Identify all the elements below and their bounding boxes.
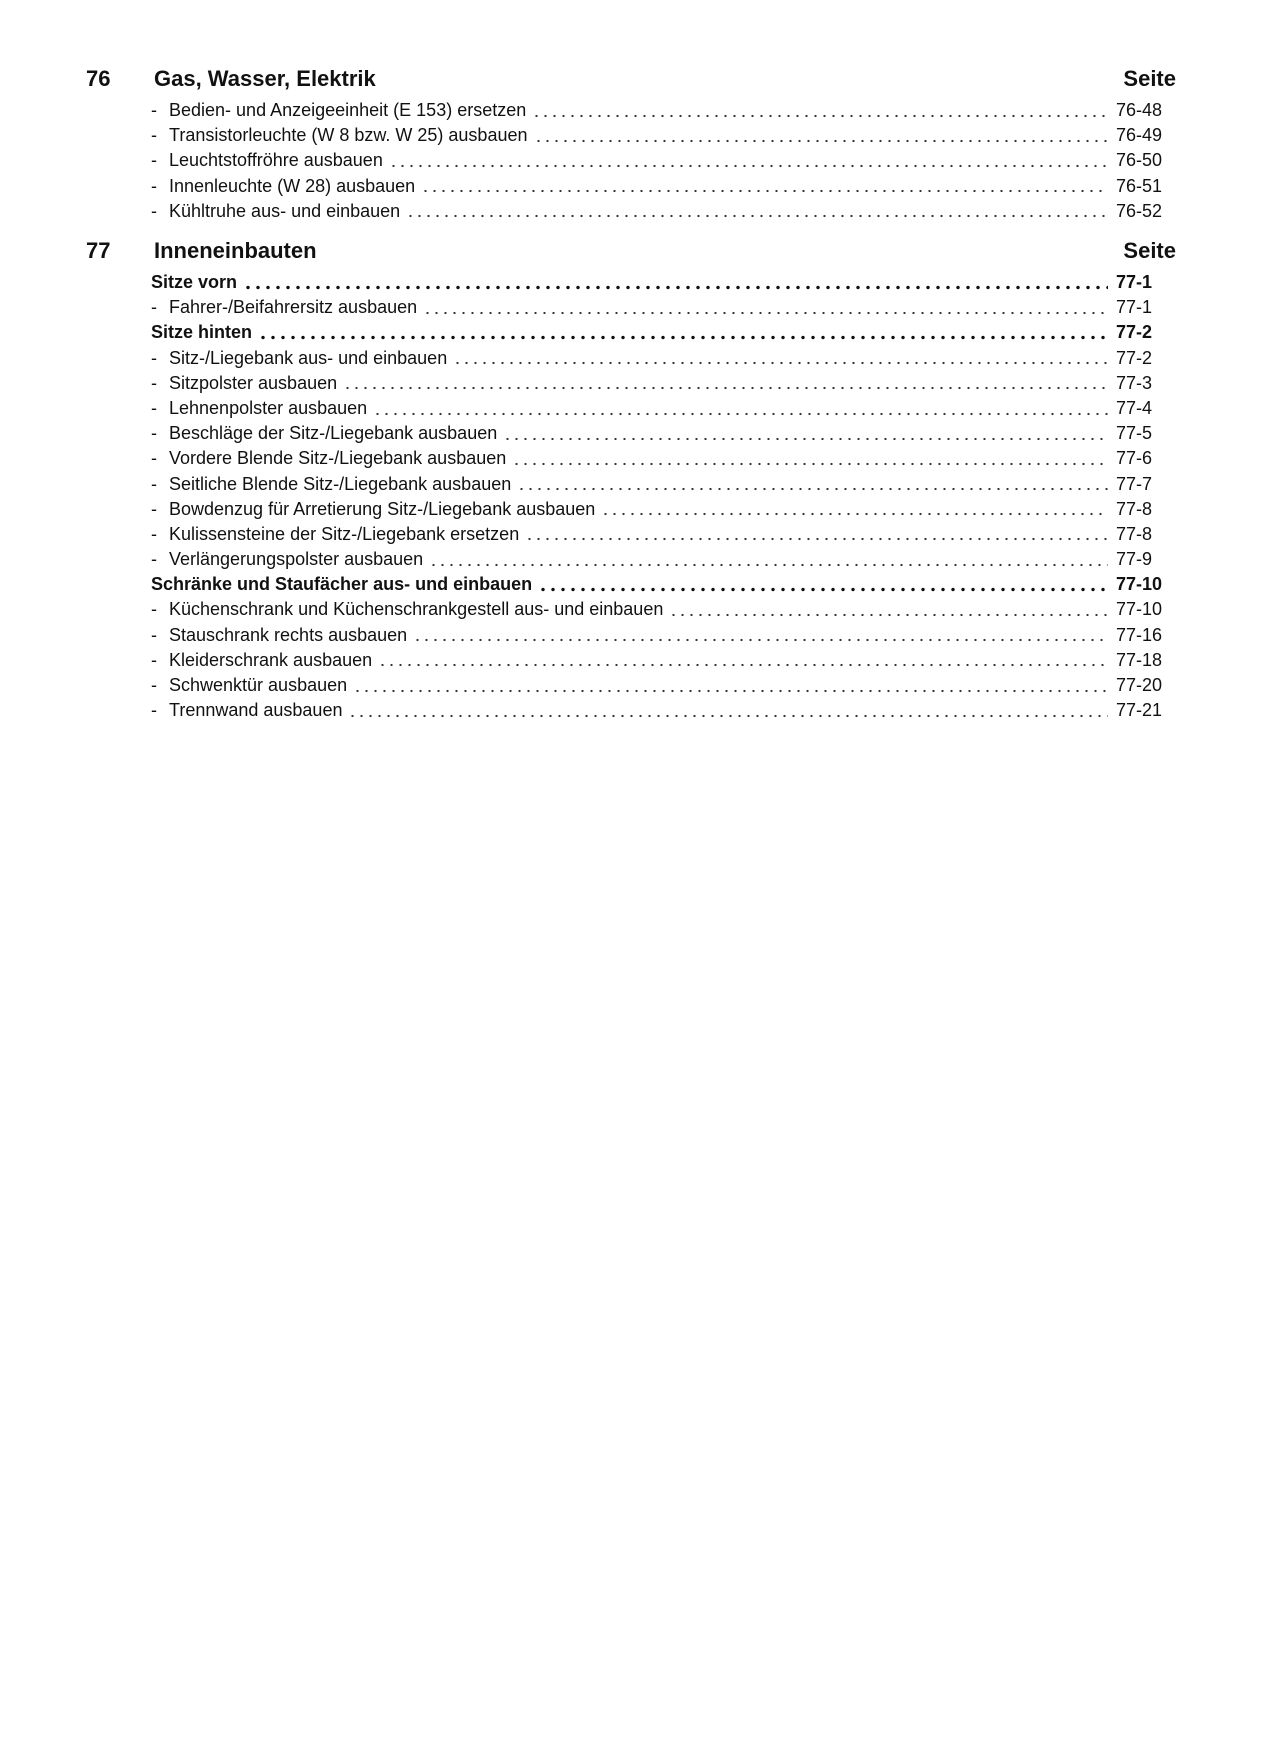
entry-dash: - (151, 523, 157, 544)
toc-entry[interactable] (151, 421, 1176, 446)
entry-page: 77-4 (1116, 397, 1153, 418)
entry-page: 77-10 (1116, 599, 1163, 620)
toc-entry[interactable] (151, 497, 1176, 522)
dot-leader (512, 450, 1108, 468)
entry-label: Innenleuchte (W 28) ausbauen (169, 175, 416, 196)
entry-page: 77-6 (1116, 448, 1153, 469)
toc-entry[interactable] (151, 472, 1176, 497)
dot-leader (517, 475, 1108, 493)
entry-label: Seitliche Blende Sitz-/Liegebank ausbauen (169, 473, 512, 494)
entry-dash: - (151, 423, 157, 444)
entry-dash: - (151, 297, 157, 318)
entry-label: Kühltruhe aus- und einbauen (169, 200, 401, 221)
dot-leader (421, 177, 1108, 195)
entry-label: Küchenschrank und Küchenschrankgestell aus- und einbauen (169, 599, 664, 620)
toc-entry[interactable] (151, 396, 1176, 421)
entry-label: Schränke und Staufächer aus- und einbauen (151, 574, 533, 595)
dot-leader (669, 601, 1108, 619)
dot-leader (343, 374, 1108, 392)
dot-leader (525, 525, 1108, 543)
entry-page: 77-2 (1116, 347, 1153, 368)
entry-dash: - (151, 700, 157, 721)
entry-page: 76-52 (1116, 200, 1163, 221)
section-number: 76 (86, 66, 111, 91)
dot-leader (373, 400, 1108, 418)
section-header (86, 66, 1176, 98)
entry-page: 77-8 (1116, 498, 1153, 519)
entry-page: 77-21 (1116, 700, 1163, 721)
entry-label: Sitz-/Liegebank aus- und einbauen (169, 347, 448, 368)
dot-leader (243, 274, 1108, 292)
toc-entry[interactable] (151, 698, 1176, 723)
entry-page: 77-1 (1116, 272, 1153, 292)
page-column-header: Seite (1123, 238, 1176, 263)
dot-leader (348, 702, 1108, 720)
section-title: Inneneinbauten (154, 238, 317, 263)
entry-label: Sitze hinten (151, 322, 253, 343)
entry-dash: - (151, 175, 157, 196)
toc-entry[interactable] (151, 648, 1176, 673)
entry-dash: - (151, 125, 157, 146)
entry-dash: - (151, 448, 157, 469)
toc-entry[interactable] (151, 597, 1176, 622)
toc-group-heading[interactable] (151, 320, 1176, 345)
toc-entry[interactable] (151, 673, 1176, 698)
toc-entry[interactable] (151, 446, 1176, 471)
dot-leader (534, 127, 1109, 145)
entry-label: Transistorleuchte (W 8 bzw. W 25) ausbauen (169, 125, 528, 146)
entry-page: 77-5 (1116, 423, 1153, 444)
entry-page: 77-10 (1116, 574, 1163, 595)
toc-group-heading[interactable] (151, 572, 1176, 597)
entry-page: 77-9 (1116, 549, 1153, 570)
entry-dash: - (151, 549, 157, 570)
dot-leader (258, 324, 1108, 342)
entry-label: Verlängerungspolster ausbauen (169, 549, 424, 570)
entry-page: 77-7 (1116, 473, 1153, 494)
entry-page: 77-2 (1116, 322, 1153, 343)
entry-label: Beschläge der Sitz-/Liegebank ausbauen (169, 423, 498, 444)
toc-entry[interactable] (151, 123, 1176, 148)
entry-label: Trennwand ausbauen (169, 700, 343, 721)
dot-leader (453, 349, 1108, 367)
toc-entry[interactable] (151, 98, 1176, 123)
entry-page: 77-20 (1116, 675, 1163, 695)
entry-dash: - (151, 200, 157, 221)
entry-dash: - (151, 473, 157, 494)
section-number: 77 (86, 238, 111, 263)
entry-dash: - (151, 649, 157, 670)
entry-dash: - (151, 397, 157, 418)
dot-leader (503, 425, 1108, 443)
dot-leader (389, 152, 1108, 170)
entry-dash: - (151, 498, 157, 519)
entry-label: Kulissensteine der Sitz-/Liegebank ersetzen (169, 523, 520, 544)
entry-page: 76-51 (1116, 175, 1163, 196)
page-column-header: Seite (1123, 66, 1176, 91)
toc-entry[interactable] (151, 174, 1176, 199)
entry-dash: - (151, 675, 157, 695)
toc-group-heading[interactable] (151, 270, 1176, 295)
dot-leader (538, 576, 1108, 594)
toc-entry[interactable] (151, 623, 1176, 648)
entry-dash: - (151, 372, 157, 393)
toc-entry[interactable] (151, 346, 1176, 371)
entry-page: 77-3 (1116, 372, 1153, 393)
entry-label: Schwenktür ausbauen (169, 675, 348, 695)
dot-leader (601, 500, 1108, 518)
entry-page: 76-49 (1116, 125, 1163, 146)
dot-leader (532, 102, 1108, 120)
entry-label: Sitze vorn (151, 272, 238, 292)
entry-label: Leuchtstoffröhre ausbauen (169, 150, 383, 171)
section-header (86, 238, 1176, 270)
dot-leader (413, 626, 1108, 644)
section-title: Gas, Wasser, Elektrik (154, 66, 376, 91)
entry-dash: - (151, 347, 157, 368)
entry-label: Vordere Blende Sitz-/Liegebank ausbauen (169, 448, 507, 469)
entry-page: 77-18 (1116, 649, 1163, 670)
dot-leader (378, 651, 1108, 669)
entry-page: 76-48 (1116, 100, 1163, 120)
dot-leader (429, 551, 1108, 569)
toc-section-77 (86, 238, 1176, 723)
toc-entry[interactable] (151, 547, 1176, 572)
entry-label: Sitzpolster ausbauen (169, 372, 338, 393)
entry-dash: - (151, 100, 157, 120)
toc-entry[interactable] (151, 199, 1176, 224)
toc-entry[interactable] (151, 148, 1176, 173)
entry-dash: - (151, 150, 157, 171)
entry-page: 76-50 (1116, 150, 1163, 171)
dot-leader (423, 299, 1108, 317)
entry-label: Bedien- und Anzeigeeinheit (E 153) ersetzen (169, 100, 527, 120)
entry-dash: - (151, 599, 157, 620)
entry-label: Fahrer-/Beifahrersitz ausbauen (169, 297, 418, 318)
entry-label: Bowdenzug für Arretierung Sitz-/Liegebank ausbauen (169, 498, 596, 519)
toc-entry[interactable] (151, 371, 1176, 396)
toc-entry[interactable] (151, 522, 1176, 547)
toc-section-76 (86, 66, 1176, 224)
entry-page: 77-16 (1116, 624, 1163, 645)
dot-leader (353, 677, 1108, 695)
entry-list (151, 98, 1176, 224)
entry-page: 77-8 (1116, 523, 1153, 544)
entry-list (151, 270, 1176, 723)
entry-page: 77-1 (1116, 297, 1153, 318)
dot-leader (406, 202, 1108, 220)
entry-label: Stauschrank rechts ausbauen (169, 624, 408, 645)
entry-dash: - (151, 624, 157, 645)
entry-label: Lehnenpolster ausbauen (169, 397, 368, 418)
toc-entry[interactable] (151, 295, 1176, 320)
entry-label: Kleiderschrank ausbauen (169, 649, 373, 670)
